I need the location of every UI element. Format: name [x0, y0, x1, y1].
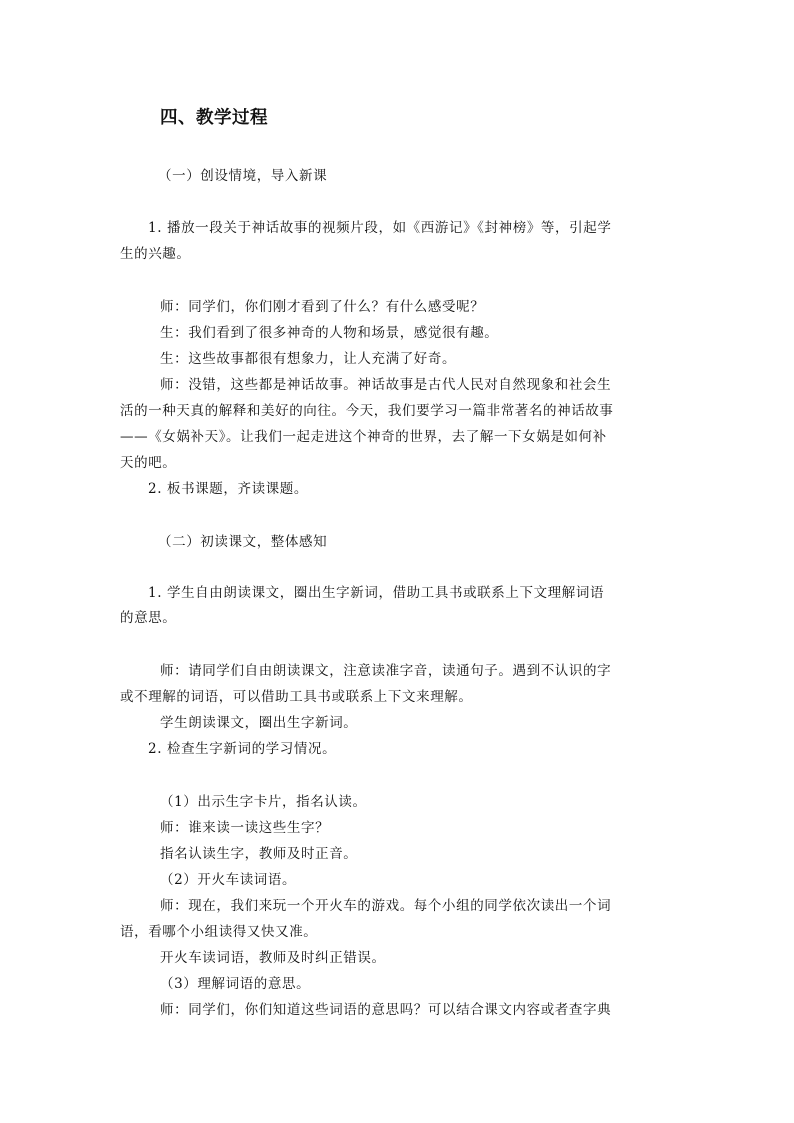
paragraph-line: 1. 学生自由朗读课文，圈出生字新词，借助工具书或联系上下文理解词语 — [148, 585, 605, 601]
dialogue-line: ——《女娲补天》。让我们一起走进这个神奇的世界，去了解一下女娲是如何补 — [120, 429, 607, 445]
paragraph-line: 开火车读词语，教师及时纠正错误。 — [160, 950, 386, 966]
section-heading: 四、教学过程 — [160, 108, 268, 128]
dialogue-line: 活的一种天真的解释和美好的向往。今天，我们要学习一篇非常著名的神话故事 — [120, 403, 614, 419]
paragraph-line: 学生朗读课文，圈出生字新词。 — [160, 715, 358, 731]
dialogue-line: 或不理解的词语，可以借助工具书或联系上下文来理解。 — [120, 689, 473, 705]
paragraph-line: 1. 播放一段关于神话故事的视频片段，如《西游记》《封神榜》等，引起学 — [148, 220, 612, 236]
step-title: （2）开火车读词语。 — [160, 872, 297, 888]
dialogue-line: 语，看哪个小组读得又快又准。 — [120, 924, 318, 940]
paragraph-line: 生的兴趣。 — [120, 246, 191, 262]
paragraph-line: 2. 检查生字新词的学习情况。 — [148, 741, 337, 757]
paragraph-line: 2. 板书课题，齐读课题。 — [148, 481, 308, 497]
dialogue-line: 师：没错，这些都是神话故事。神话故事是古代人民对自然现象和社会生 — [160, 377, 612, 393]
dialogue-line: 师：现在，我们来玩一个开火车的游戏。每个小组的同学依次读出一个词 — [160, 898, 612, 914]
dialogue-line: 师：同学们，你们知道这些词语的意思吗？可以结合课文内容或者查字典 — [160, 1002, 612, 1018]
dialogue-line: 生：我们看到了很多神奇的人物和场景，感觉很有趣。 — [160, 325, 499, 341]
paragraph-line: 的意思。 — [120, 610, 177, 626]
dialogue-line: 天的吧。 — [120, 455, 177, 471]
dialogue-line: 师：请同学们自由朗读课文，注意读准字音，读通句子。遇到不认识的字 — [160, 663, 612, 679]
subsection-title: （一）创设情境，导入新课 — [158, 168, 328, 184]
paragraph-line: 指名认读生字，教师及时正音。 — [160, 846, 358, 862]
dialogue-line: 师：同学们，你们刚才看到了什么？有什么感受呢？ — [160, 299, 485, 315]
step-title: （1）出示生字卡片，指名认读。 — [160, 794, 367, 810]
dialogue-line: 生：这些故事都很有想象力，让人充满了好奇。 — [160, 351, 457, 367]
dialogue-line: 师：谁来读一读这些生字？ — [160, 820, 330, 836]
step-title: （3）理解词语的意思。 — [160, 976, 311, 992]
subsection-title: （二）初读课文，整体感知 — [158, 534, 328, 550]
